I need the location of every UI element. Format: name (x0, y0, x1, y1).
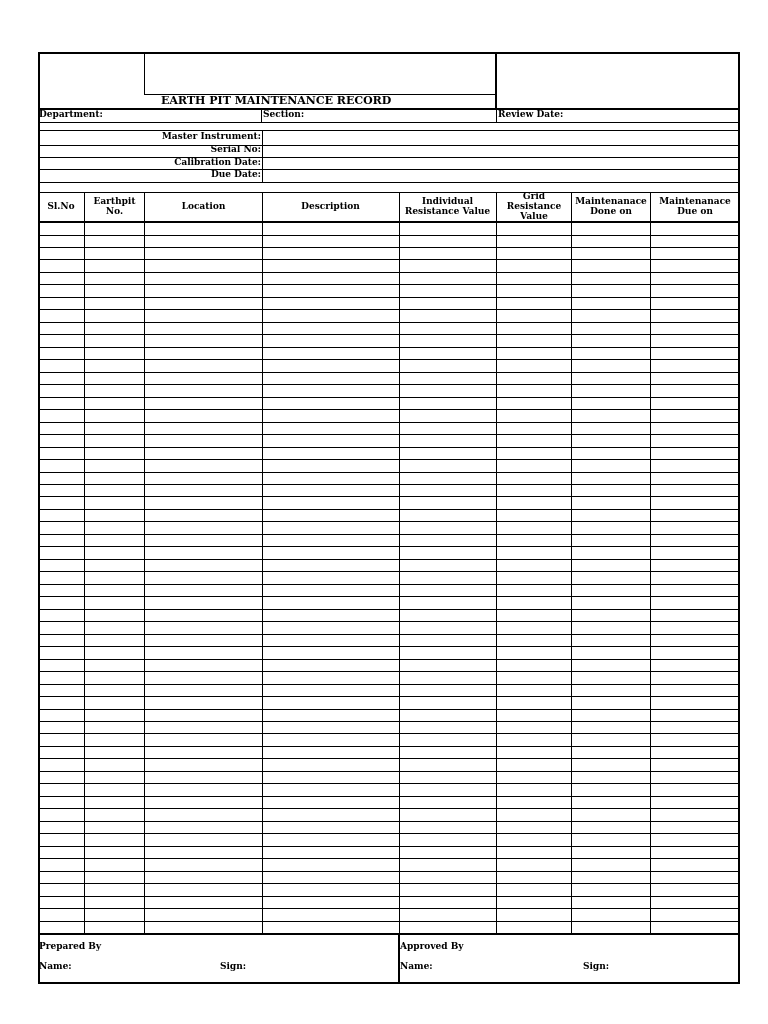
col-divider-7 (650, 192, 651, 933)
col-header-grid-resistance: Grid Resistance Value (506, 192, 562, 222)
department-label: Department: (39, 110, 103, 120)
instrument-row-line-2 (38, 157, 740, 158)
instrument-row-line-3 (38, 169, 740, 170)
table-row (38, 896, 740, 897)
table-row (38, 509, 740, 510)
instrument-row-line-1 (38, 145, 740, 146)
table-row (38, 584, 740, 585)
table-row (38, 434, 740, 435)
due-date-label: Due Date: (210, 170, 261, 180)
table-row (38, 908, 740, 909)
instrument-label-divider (262, 130, 263, 182)
section-label: Section: (263, 110, 305, 120)
table-row (38, 309, 740, 310)
dept-section-divider (261, 109, 262, 122)
table-row (38, 821, 740, 822)
table-row (38, 659, 740, 660)
col-divider-5 (496, 192, 497, 933)
table-row (38, 709, 740, 710)
table-row (38, 833, 740, 834)
table-row (38, 746, 740, 747)
table-row (38, 259, 740, 260)
col-header-location: Location (181, 202, 226, 212)
serial-no-label: Serial No: (210, 145, 261, 155)
table-row (38, 596, 740, 597)
col-header-description: Description (301, 202, 360, 212)
table-row (38, 721, 740, 722)
review-date-label: Review Date: (498, 110, 564, 120)
table-row (38, 621, 740, 622)
table-row (38, 559, 740, 560)
table-row (38, 272, 740, 273)
col-header-individual-resistance: Individual Resistance Value (404, 197, 491, 217)
table-row (38, 397, 740, 398)
table-row (38, 359, 740, 360)
table-row (38, 634, 740, 635)
table-row (38, 372, 740, 373)
table-row (38, 871, 740, 872)
table-row (38, 322, 740, 323)
table-row (38, 796, 740, 797)
table-row (38, 858, 740, 859)
table-row (38, 284, 740, 285)
table-row (38, 783, 740, 784)
table-row (38, 496, 740, 497)
col-header-sl-no: Sl.No (47, 202, 75, 212)
table-row (38, 247, 740, 248)
table-row (38, 484, 740, 485)
prepared-name-label: Name: (39, 962, 72, 972)
table-row (38, 447, 740, 448)
table-row (38, 297, 740, 298)
footer-divider (398, 933, 400, 984)
table-row (38, 459, 740, 460)
table-row (38, 521, 740, 522)
spacer-row-bottom (38, 130, 740, 131)
table-row (38, 571, 740, 572)
title-box-right-border (495, 52, 497, 108)
table-row (38, 384, 740, 385)
prepared-by-label: Prepared By (39, 942, 102, 952)
table-row (38, 534, 740, 535)
col-header-maintenance-due: Maintenanace Due on (659, 197, 731, 217)
table-row (38, 733, 740, 734)
table-row (38, 921, 740, 922)
approved-by-label: Approved By (400, 942, 464, 952)
header-bottom-border (38, 108, 740, 110)
table-row (38, 808, 740, 809)
approved-sign-label: Sign: (583, 962, 610, 972)
table-bottom-border (38, 933, 740, 935)
table-row (38, 646, 740, 647)
section-review-divider (496, 109, 497, 122)
table-row (38, 422, 740, 423)
master-instrument-label: Master Instrument: (161, 132, 261, 142)
table-row (38, 347, 740, 348)
approved-name-label: Name: (400, 962, 433, 972)
table-row (38, 696, 740, 697)
table-row (38, 883, 740, 884)
col-divider-2 (144, 192, 145, 933)
table-row (38, 684, 740, 685)
table-row (38, 472, 740, 473)
prepared-sign-label: Sign: (220, 962, 247, 972)
col-divider-4 (399, 192, 400, 933)
table-row (38, 771, 740, 772)
col-divider-6 (571, 192, 572, 933)
department-row-bottom (38, 122, 740, 123)
col-header-earthpit-no: Earthpit No. (93, 197, 136, 217)
table-row (38, 609, 740, 610)
table-row (38, 334, 740, 335)
form-title: EARTH PIT MAINTENANCE RECORD (161, 94, 392, 107)
table-row (38, 671, 740, 672)
table-row (38, 546, 740, 547)
logo-box-divider (144, 52, 145, 94)
table-row (38, 235, 740, 236)
table-row (38, 846, 740, 847)
table-row (38, 758, 740, 759)
col-header-maintenance-done: Maintenanace Done on (575, 197, 647, 217)
instrument-row-line-4 (38, 182, 740, 183)
col-divider-1 (84, 192, 85, 933)
calibration-date-label: Calibration Date: (174, 158, 261, 168)
col-divider-3 (262, 192, 263, 933)
table-row (38, 409, 740, 410)
